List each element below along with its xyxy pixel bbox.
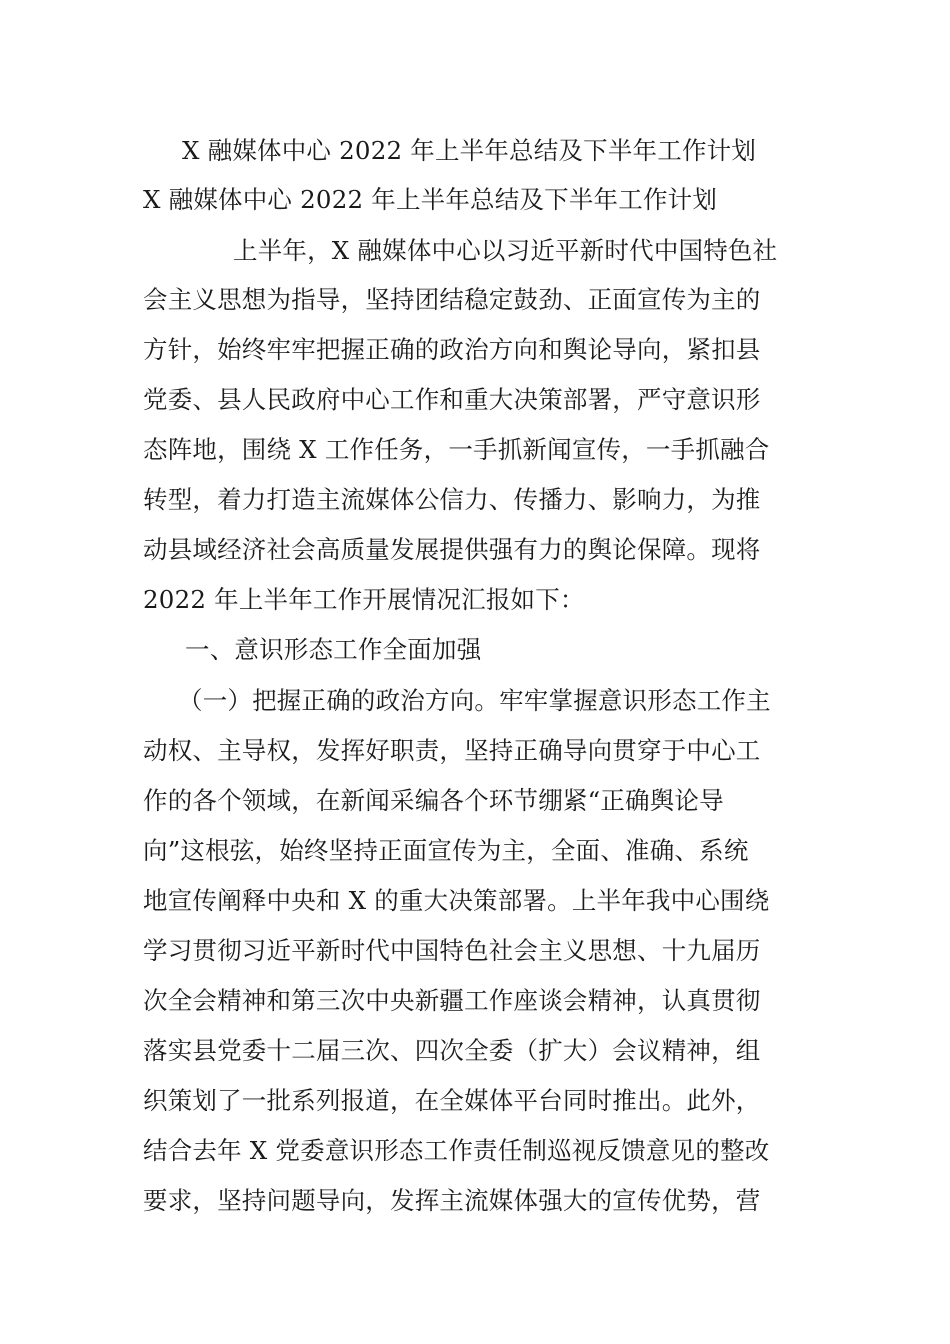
- subsection-line: （一）把握正确的政治方向。牢牢掌握意识形态工作主: [178, 686, 771, 715]
- intro-line: 方针，始终牢牢把握正确的政治方向和舆论导向，紧扣县: [143, 335, 761, 364]
- subsection-line: 学习贯彻习近平新时代中国特色社会主义思想、十九届历: [143, 936, 761, 965]
- subsection-line: 落实县党委十二届三次、四次全委（扩大）会议精神，组: [143, 1036, 761, 1065]
- intro-line: 会主义思想为指导，坚持团结稳定鼓劲、正面宣传为主的: [143, 285, 761, 314]
- intro-line: 2022 年上半年工作开展情况汇报如下：: [143, 585, 585, 614]
- intro-line: 态阵地，围绕 X 工作任务，一手抓新闻宣传，一手抓融合: [143, 435, 770, 464]
- subsection-line: 织策划了一批系列报道，在全媒体平台同时推出。此外，: [143, 1086, 761, 1115]
- subsection-line: 地宣传阐释中央和 X 的重大决策部署。上半年我中心围绕: [143, 886, 770, 915]
- subsection-line: 动权、主导权，发挥好职责，坚持正确导向贯穿于中心工: [143, 736, 761, 765]
- document-title-repeat: X 融媒体中心 2022 年上半年总结及下半年工作计划: [182, 136, 757, 165]
- subsection-line: 结合去年 X 党委意识形态工作责任制巡视反馈意见的整改: [143, 1136, 770, 1165]
- document-title: X 融媒体中心 2022 年上半年总结及下半年工作计划: [143, 185, 718, 214]
- section-heading: 一、意识形态工作全面加强: [185, 635, 482, 664]
- subsection-line: 向”这根弦，始终坚持正面宣传为主，全面、准确、系统: [143, 836, 749, 865]
- subsection-line: 要求，坚持问题导向，发挥主流媒体强大的宣传优势，营: [143, 1186, 761, 1215]
- intro-line: 上半年，X 融媒体中心以习近平新时代中国特色社: [233, 236, 778, 265]
- subsection-line: 次全会精神和第三次中央新疆工作座谈会精神，认真贯彻: [143, 986, 761, 1015]
- intro-line: 党委、县人民政府中心工作和重大决策部署，严守意识形: [143, 385, 761, 414]
- intro-line: 动县域经济社会高质量发展提供强有力的舆论保障。现将: [143, 535, 761, 564]
- subsection-line: 作的各个领域，在新闻采编各个环节绷紧“正确舆论导: [143, 786, 724, 815]
- intro-line: 转型，着力打造主流媒体公信力、传播力、影响力，为推: [143, 485, 761, 514]
